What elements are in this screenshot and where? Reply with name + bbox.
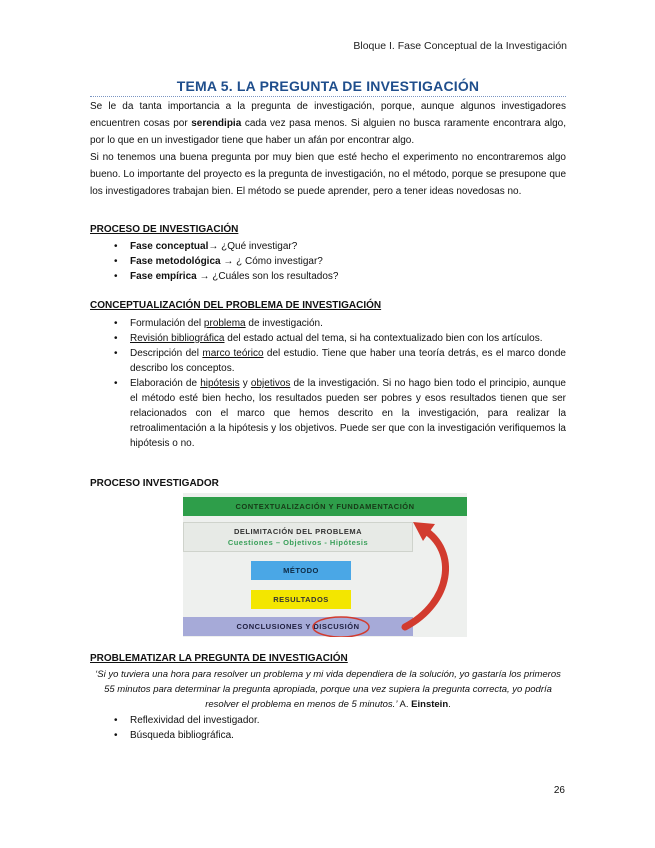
proceso-list [90,239,566,284]
section-heading-proceso: PROCESO DE INVESTIGACIÓN [90,224,239,235]
list-item: • Reflexividad del investigador. [114,715,260,726]
stage-contextualizacion: CONTEXTUALIZACIÓN Y FUNDAMENTACIÓN [183,497,467,516]
running-header: Bloque I. Fase Conceptual de la Investigación [353,40,567,52]
title-rule [90,96,566,97]
list-item: • Formulación del problema de investigación. [114,318,323,329]
list-item: • Fase empírica → ¿Cuáles son los resultados? [114,271,339,282]
problematizar-list [90,713,566,743]
conceptualizacion-list [90,316,566,451]
list-item: • Búsqueda bibliográfica. [114,730,234,741]
research-process-diagram [183,493,467,637]
section-heading-problematizar: PROBLEMATIZAR LA PREGUNTA DE INVESTIGACIÓN [90,653,348,664]
page-number: 26 [553,785,565,796]
list-item: • Fase conceptual→ ¿Qué investigar? [114,241,298,252]
intro-text [90,98,566,200]
stage-delimitacion-title: DELIMITACIÓN DEL PROBLEMA [233,527,363,536]
page-title: TEMA 5. LA PREGUNTA DE INVESTIGACIÓN [176,78,480,94]
stage-conclusiones: CONCLUSIONES Y DISCUSIÓN [183,617,413,636]
section-heading-investigador: PROCESO INVESTIGADOR [90,478,219,489]
list-item: • Descripción del marco teórico del estudio. Tiene que haber una teoría detrás, es el marco donde describo los conceptos. [114,348,566,374]
einstein-quote: ‘Si yo tuviera una hora para resolver un problema y mi vida dependiera de la solución, yo gastaría los primeros 55 minutos para determinar la pregunta apropiada, porque una vez supiera la pregunta correcta, yo podría resolver el problema en menos de 5 minutos.’ A. Einstein. [95,669,561,710]
list-item: • Fase metodológica → ¿ Cómo investigar? [114,256,323,267]
stage-metodo: MÉTODO [251,561,351,580]
intro-paragraph-2: Si no tenemos una buena pregunta por muy bien que esté hecho el experimento no encontraremos algo bueno. Lo importante del proyecto es la pregunta de investigación, no el método, porque se presupone que los investigadores trabajan bien. El método se puede aprender, pero a tener ideas novedosas no. [90,152,566,197]
section-heading-conceptualizacion: CONCEPTUALIZACIÓN DEL PROBLEMA DE INVESTIGACIÓN [90,300,382,311]
feedback-arrow-icon [183,493,467,637]
list-item: • Revisión bibliográfica del estado actual del tema, si ha contextualizado bien con los artículos. [114,333,543,344]
list-item: • Elaboración de hipótesis y objetivos de la investigación. Si no hago bien todo el principio, aunque el método esté bien hecho, los resultados pueden ser pobres y esos resultados tienen que ser relacionados con el marco que hemos descrito en la investigación, para realizar la retroalimentación a la hipótesis y los objetivos. Puede ser que con la investigación verifiquemos la hipótesis o no. [114,378,566,449]
stage-delimitacion-subtitle: Cuestiones – Objetivos - Hipótesis [227,538,369,547]
stage-resultados: RESULTADOS [251,590,351,609]
intro-paragraph-1: Se le da tanta importancia a la pregunta de investigación, porque, aunque algunos investigadores encuentren cosas por serendipia cada vez pasa menos. Si alguien no busca raramente encontrara algo, por lo que en un investigador tiene que haber un afán por encontrar algo. [90,101,566,146]
